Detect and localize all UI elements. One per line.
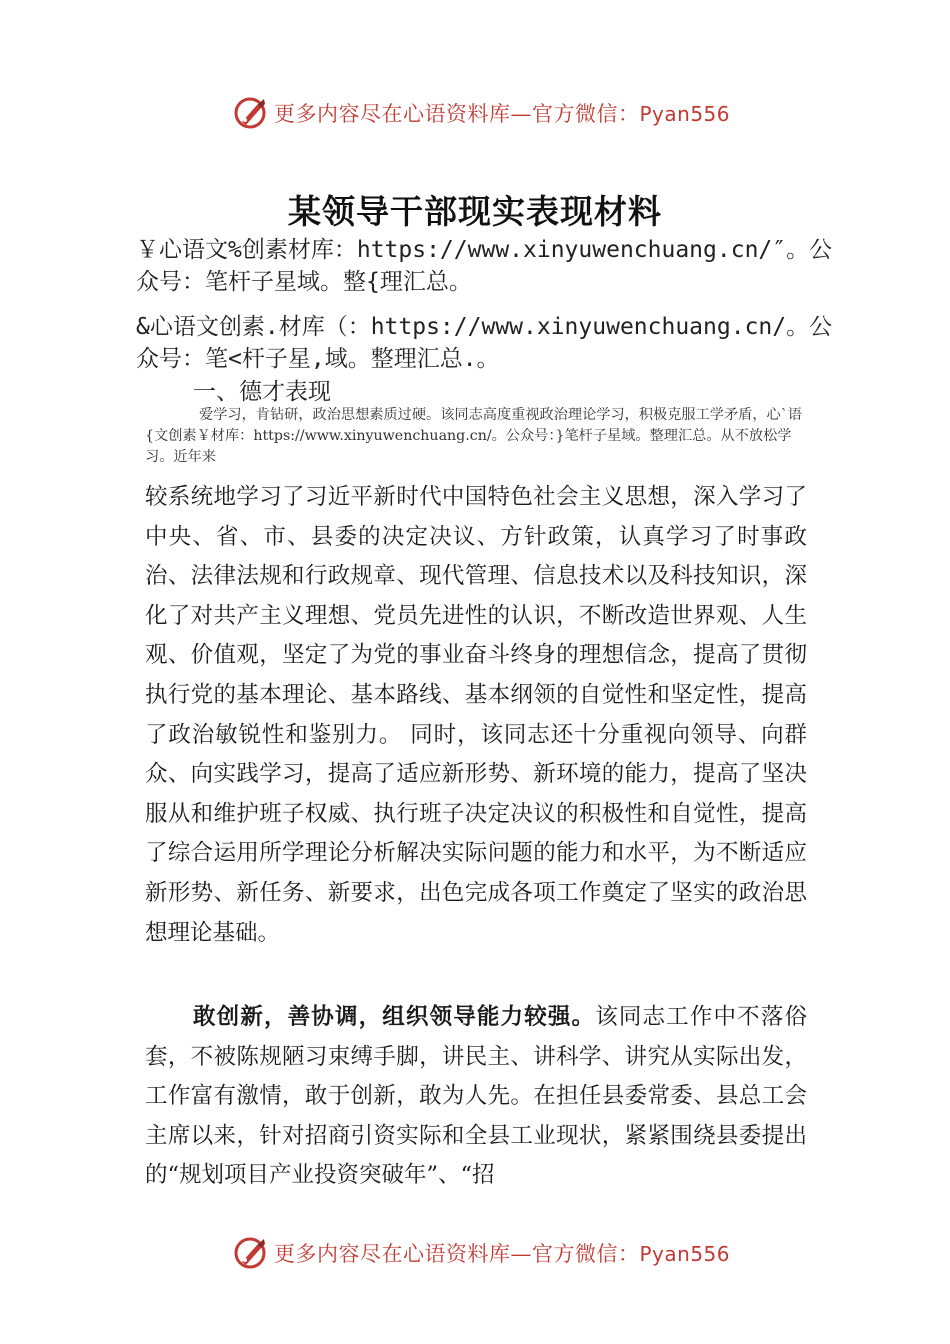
banner-text [274,1238,730,1268]
paragraph-2-lead: 敢创新，善协调，组织领导能力较强。 [193,1004,596,1030]
footer-banner [0,1232,950,1276]
banner-text [274,98,730,128]
banner-wechat-id: Pyan556 [639,1242,731,1266]
small-intro-paragraph: 爱学习，肯钻研，政治思想素质过硬。该同志高度重视政治理论学习，积极克服工学矛盾，心`语{文创素￥材库：https://www.xinyuwenchuang.cn/。公众号：}笔杆子星域。整理汇总。从不放松学习。近年来 [145,407,802,465]
document-title: 某领导干部现实表现材料 [288,192,662,231]
quill-pen-logo-icon [233,1235,269,1271]
paragraph-2-body: 该同志工作中不落俗套，不被陈规陋习束缚手脚，讲民主、讲科学、讲究从实际出发，工作富有激情，敢于创新，敢为人先。在担任县委常委、县总工会主席以来，针对招商引资实际和全县工业现状，紧紧围绕县委提出的“规划项目产业投资突破年”、“招 [145,1004,807,1189]
banner-wechat-id: Pyan556 [639,102,731,126]
source-line-2: &心语文创素.材库（：https://www.xinyuwenchuang.cn/。公众号：笔<杆子星,域。整理汇总.。 [136,314,833,372]
banner-slogan: 更多内容尽在心语资料库—官方微信： [274,1242,640,1266]
body-paragraph-2 [145,998,807,1196]
quill-pen-logo-icon [233,95,269,131]
section-heading: 一、德才表现 [193,379,331,405]
body-paragraph-1: 较系统地学习了习近平新时代中国特色社会主义思想，深入学习了中央、省、市、县委的决定决议、方针政策，认真学习了时事政治、法律法规和行政规章、现代管理、信息技术以及科技知识，深化了对共产主义理想、党员先进性的认识，不断改造世界观、人生观、价值观，坚定了为党的事业奋斗终身的理想信念，提高了贯彻执行党的基本理论、基本路线、基本纲领的自觉性和坚定性，提高了政治敏锐性和鉴别力。 同时，该同志还十分重视向领导、向群众、向实践学习，提高了适应新形势、新环境的能力，提高了坚决服从和维护班子权威、执行班子决定决议的积极性和自觉性，提高了综合运用所学理论分析解决实际问题的能力和水平，为不断适应新形势、新任务、新要求，出色完成各项工作奠定了坚实的政治思想理论基础。 [145,484,807,946]
source-line-1: ￥心语文%创素材库：https://www.xinyuwenchuang.cn/″。公众号：笔杆子星域。整{理汇总。 [136,237,833,295]
banner-slogan: 更多内容尽在心语资料库—官方微信： [274,102,640,126]
header-banner [0,92,950,136]
